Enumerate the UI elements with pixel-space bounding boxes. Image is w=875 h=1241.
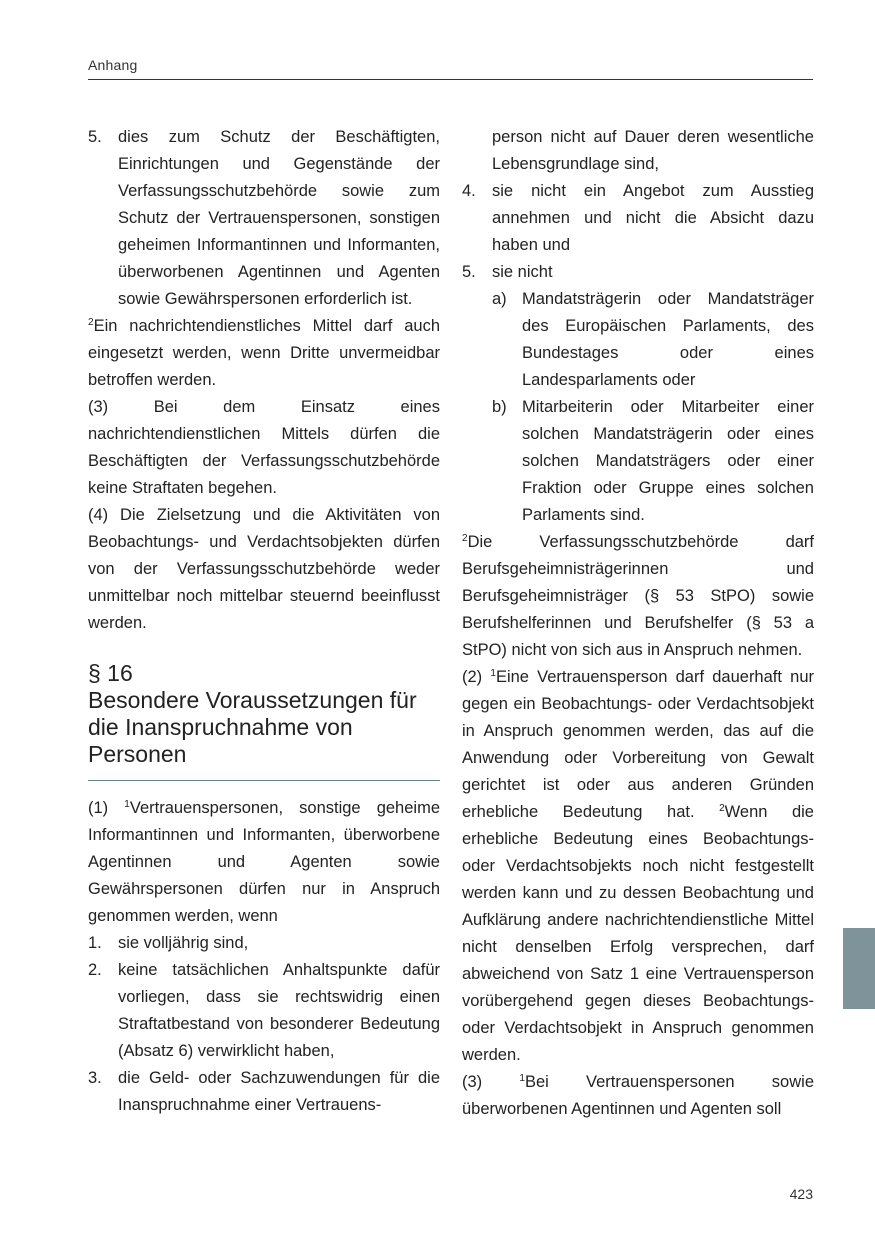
paragraph-text: Eine Vertrauensperson darf dauerhaft nur gegen ein Beobachtungs- oder Verdachtsobjekt in Anspruch genommen werden, das auf die Anwendung oder Vorbereitung von Gewalt gerichtet ist oder aus anderen Gründen erhebliche Bedeutung hat.	[462, 668, 815, 821]
sub-item-letter: b)	[492, 398, 507, 416]
chapter-tab-marker	[843, 928, 875, 1009]
list-item-number: 4.	[462, 182, 476, 200]
list-item-2	[88, 957, 440, 1065]
left-column	[88, 124, 440, 1119]
paragraph-prefix: (2)	[462, 668, 491, 686]
sentence-number: 1	[124, 799, 130, 810]
paragraph-text: Bei Vertrauenspersonen sowie überworbenen Agentinnen und Agenten soll	[462, 1073, 814, 1118]
sentence-number: 2	[719, 803, 725, 814]
paragraph-prefix: (3)	[462, 1073, 520, 1091]
page-number: 423	[789, 1186, 813, 1202]
list-item-number: 5.	[462, 263, 476, 281]
list-item-number: 2.	[88, 961, 102, 979]
sub-item-text: Mitarbeiterin oder Mitarbeiter einer solchen Mandatsträgerin oder eines solchen Mandatsträgers oder einer Fraktion oder Gruppe eines solchen Parlaments sind.	[522, 398, 814, 524]
list-item-text: die Geld- oder Sachzuwendungen für die Inanspruchnahme einer Vertrauens-	[118, 1069, 440, 1114]
running-header: Anhang	[88, 57, 138, 73]
section-heading	[88, 660, 440, 768]
header-rule	[88, 79, 813, 80]
list-item-number: 3.	[88, 1069, 102, 1087]
paragraph-4: (4) Die Zielsetzung und die Aktivitäten von Beobachtungs- und Verdachtsobjekten dürfen von der Verfassungsschutzbehörde weder unmittelbar noch mittelbar steuernd beeinflusst werden.	[88, 506, 440, 632]
paragraph-sentence-2	[88, 313, 440, 394]
paragraph-text: Ein nachrichtendienstliches Mittel darf auch eingesetzt werden, wenn Dritte unvermeidbar betroffen werden.	[88, 317, 440, 389]
list-item-number: 5.	[88, 128, 102, 146]
list-item-text: sie nicht ein Angebot zum Ausstieg annehmen und nicht die Absicht dazu haben und	[492, 182, 814, 254]
sentence-number: 2	[88, 317, 94, 328]
paragraph-prefix: (1)	[88, 799, 125, 817]
list-item-5	[462, 259, 814, 286]
section-title: Besondere Voraussetzungen für die Inanspruchnahme von Personen	[88, 687, 417, 767]
paragraph-1	[88, 795, 440, 930]
right-column	[462, 124, 814, 1123]
list-item-text: sie volljährig sind,	[118, 934, 249, 952]
list-item-text: keine tatsächlichen Anhaltspunkte dafür vorliegen, dass sie rechtswidrig einen Straftatbestand von besonderer Bedeutung (Absatz 6) verwirklicht haben,	[118, 961, 440, 1060]
list-item-text: dies zum Schutz der Beschäftigten, Einrichtungen und Gegenstände der Verfassungsschutzbehörde sowie zum Schutz der Vertrauenspersonen, sonstigen geheimen Informantinnen und Informanten, überworbenen Agentinnen und Agenten sowie Gewährspersonen erforderlich ist.	[118, 128, 440, 308]
sentence-number: 1	[519, 1073, 525, 1084]
sub-item-b	[462, 394, 814, 529]
sub-item-a	[462, 286, 814, 394]
list-item-5	[88, 124, 440, 313]
sentence-number: 1	[490, 668, 496, 679]
list-item-3-continued: person nicht auf Dauer deren wesentliche Lebensgrundlage sind,	[492, 128, 814, 173]
paragraph-text: Die Verfassungsschutzbehörde darf Berufsgeheimnisträgerinnen und Berufsgeheimnisträger (§ 53 StPO) sowie Berufshelferinnen und Berufshelfer (§ 53 a StPO) nicht von sich aus in Anspruch nehmen.	[462, 533, 814, 659]
paragraph-text: Wenn die erhebliche Bedeutung eines Beobachtungs- oder Verdachtsobjekts noch nicht festgestellt werden kann und zu dessen Beobachtung und Aufklärung andere nachrichtendienstliche Mittel nicht denselben Erfolg versprechen, darf abweichend von Satz 1 eine Vertrauensperson vorübergehend gegen dieses Beobachtungs- oder Verdachtsobjekt in Anspruch genommen werden.	[462, 803, 814, 1064]
paragraph-sentence-2	[462, 529, 814, 664]
paragraph-3	[462, 1069, 814, 1123]
list-item-4	[462, 178, 814, 259]
list-item-3	[88, 1065, 440, 1119]
sub-item-text: Mandatsträgerin oder Mandatsträger des Europäischen Parlaments, des Bundestages oder eines Landesparlaments oder	[522, 290, 814, 389]
list-item-number: 1.	[88, 934, 102, 952]
sentence-number: 2	[462, 533, 468, 544]
paragraph-3: (3) Bei dem Einsatz eines nachrichtendienstlichen Mittels dürfen die Beschäftigten der Verfassungsschutzbehörde keine Straftaten begehen.	[88, 398, 440, 497]
list-item-1	[88, 930, 440, 957]
paragraph-2	[462, 664, 814, 1069]
section-number: § 16	[88, 660, 133, 686]
section-rule	[88, 780, 440, 781]
sub-item-letter: a)	[492, 290, 507, 308]
list-item-text: sie nicht	[492, 263, 553, 281]
paragraph-text: Vertrauenspersonen, sonstige geheime Informantinnen und Informanten, überworbene Agentinnen und Agenten sowie Gewährspersonen dürfen nur in Anspruch genommen werden, wenn	[88, 799, 441, 925]
